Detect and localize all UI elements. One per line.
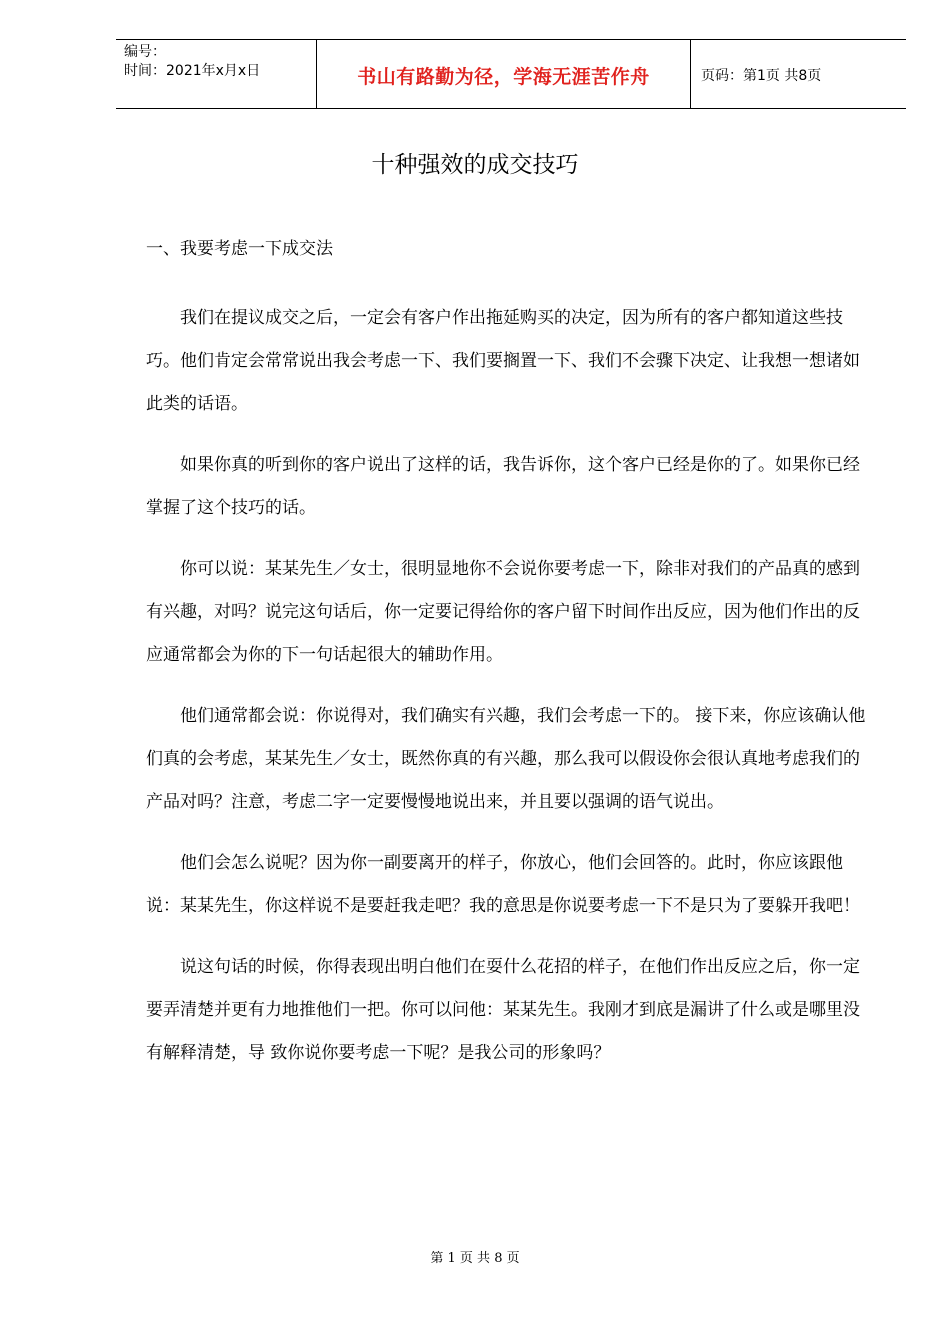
header-page-cell bbox=[691, 40, 906, 108]
header-motto-cell bbox=[317, 40, 691, 108]
paragraph: 如果你真的听到你的客户说出了这样的话，我告诉你，这个客户已经是你的了。如果你已经掌握了这个技巧的话。 bbox=[146, 455, 860, 518]
paragraph: 他们会怎么说呢？因为你一副要离开的样子，你放心，他们会回答的。此时，你应该跟他说：某某先生，你这样说不是要赶我走吧？我的意思是你说要考虑一下不是只为了要躲开我吧！ bbox=[146, 853, 860, 916]
section-heading: 一、我要考虑一下成交法 bbox=[146, 239, 333, 259]
document-number-label: 编号： bbox=[124, 44, 166, 60]
header-page-info: 页码：第1页 共8页 bbox=[701, 68, 822, 84]
document-title: 十种强效的成交技巧 bbox=[371, 152, 579, 178]
paragraph: 说这句话的时候，你得表现出明白他们在耍什么花招的样子，在他们作出反应之后，你一定要弄清楚并更有力地推他们一把。你可以问他：某某先生。我刚才到底是漏讲了什么或是哪里没有解释清楚，导 致你说你要考虑一下呢？是我公司的形象吗？ bbox=[146, 957, 860, 1063]
paragraph: 你可以说：某某先生／女士，很明显地你不会说你要考虑一下，除非对我们的产品真的感到有兴趣，对吗？说完这句话后，你一定要记得给你的客户留下时间作出反应，因为他们作出的反应通常都会为你的下一句话起很大的辅助作用。 bbox=[146, 559, 860, 665]
document-time-label: 时间：2021年x月x日 bbox=[124, 63, 261, 79]
paragraph: 我们在提议成交之后，一定会有客户作出拖延购买的决定，因为所有的客户都知道这些技巧。他们肯定会常常说出我会考虑一下、我们要搁置一下、我们不会骤下决定、让我想一想诸如此类的话语。 bbox=[146, 308, 860, 414]
header-motto: 书山有路勤为径，学海无涯苦作舟 bbox=[357, 66, 650, 88]
paragraph: 他们通常都会说：你说得对，我们确实有兴趣，我们会考虑一下的。 接下来，你应该确认他们真的会考虑，某某先生／女士，既然你真的有兴趣，那么我可以假设你会很认真地考虑我们的产品对吗？注意，考虑二字一定要慢慢地说出来，并且要以强调的语气说出。 bbox=[146, 706, 866, 812]
page-footer: 第 1 页 共 8 页 bbox=[430, 1251, 520, 1266]
header-meta-cell bbox=[116, 40, 317, 108]
document-body bbox=[146, 228, 876, 1093]
page-header bbox=[116, 39, 906, 109]
